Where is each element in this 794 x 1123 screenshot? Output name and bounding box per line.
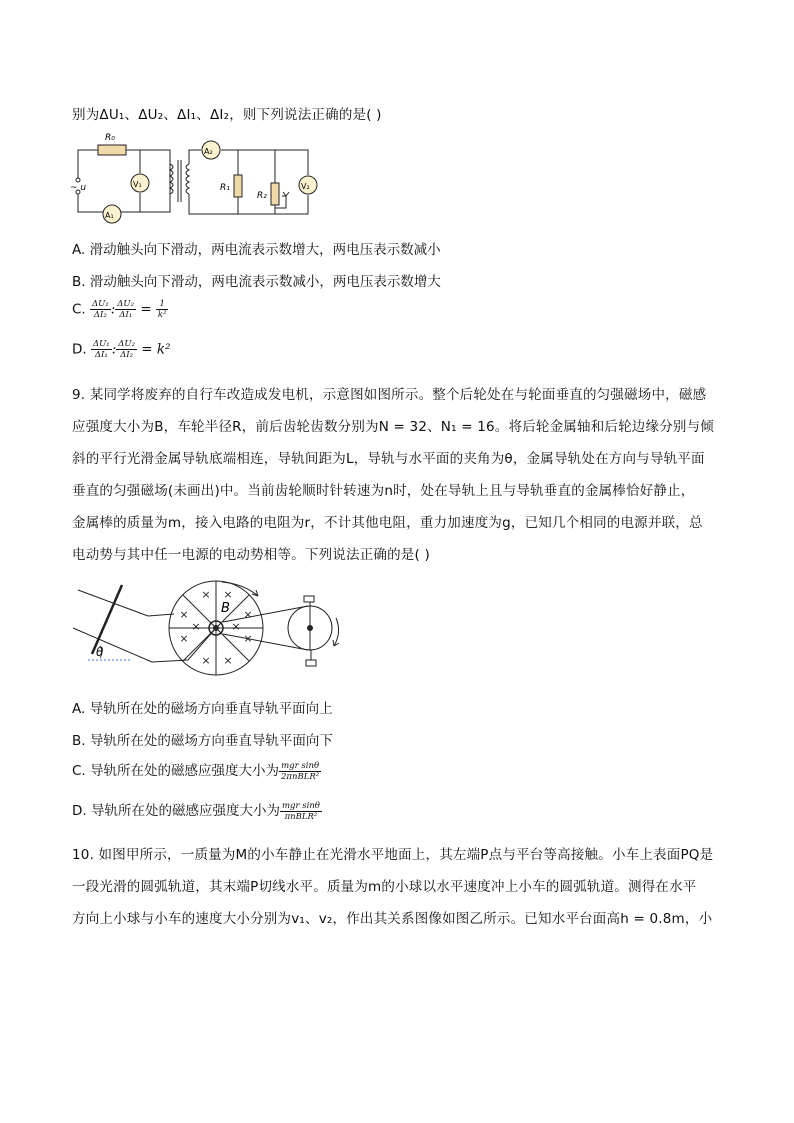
svg-text:×: × [179,608,189,621]
q8-option-c-prefix: C. [72,301,91,318]
q8-c-frac2 [115,299,136,320]
svg-text:×: × [231,620,241,633]
svg-text:×: × [243,632,253,645]
q8-d-frac1 [91,339,112,360]
q8-option-d [72,339,170,360]
q8-c-sep: : [110,301,116,318]
q8-c-frac1-num: ΔU₁ [92,299,109,309]
q9-option-a: A. 导轨所在处的磁场方向垂直导轨平面向上 [72,701,333,717]
q9-line-3: 斜的平行光滑金属导轨底端相连，导轨间距为L，导轨与水平面的夹角为θ，金属导轨处在方向与导轨平面 [72,451,705,467]
q8-c-rhs-num: 1 [156,299,169,310]
svg-text:×: × [243,608,253,621]
q8-c-rhs-den: k² [157,310,167,320]
q10-line-1: 10. 如图甲所示，一质量为M的小车静止在光滑水平地面上，其左端P点与平台等高接触。小车上表面PQ是 [72,847,714,863]
q8-option-b: B. 滑动触头向下滑动，两电流表示数减小，两电压表示数增大 [72,274,441,290]
q9-c-den: 2πnBLR² [281,771,320,782]
circuit-diagram [70,130,320,226]
q9-option-c [72,759,321,782]
r1-resistor [234,175,242,197]
q8-c-eq: = [140,301,152,318]
svg-text:×: × [201,654,211,667]
q9-line-1: 9. 某同学将废弃的自行车改造成发电机，示意图如图所示。整个后轮处在与轮面垂直的匀强磁场中，磁感 [72,387,707,403]
q8-d-frac2-num: ΔU₂ [118,339,135,349]
svg-text:×: × [179,632,189,645]
q8-intro-line: 别为ΔU₁、ΔU₂、ΔI₁、ΔI₂，则下列说法正确的是( ) [72,107,382,123]
q9-d-num: mgr sinθ [281,800,320,811]
q9-c-num: mgr sinθ [279,761,321,772]
a2-label: A₂ [204,147,213,156]
q9-option-b: B. 导轨所在处的磁场方向垂直导轨平面向下 [72,733,333,749]
q8-c-frac1 [90,299,111,320]
q9-line-2: 应强度大小为B，车轮半径R，前后齿轮齿数分别为N = 32、N₁ = 16。将后轮金属轴和后轮边缘分别与倾 [72,419,714,435]
a1-label: A₁ [105,211,114,220]
q8-c-rhs [156,299,169,320]
q9-c-frac [279,761,321,782]
q8-c-frac2-num: ΔU₂ [117,299,135,309]
q9-option-d [72,799,322,822]
r2-label: R₂ [257,191,267,201]
r1-label: R₁ [220,183,230,193]
svg-text:×: × [191,620,201,633]
v1-label: V₁ [133,180,142,189]
q8-option-c [72,299,168,320]
q8-option-a: A. 滑动触头向下滑动，两电流表示数增大，两电压表示数减小 [72,242,441,258]
generator-svg [68,570,358,680]
q8-d-frac1-den: ΔI₁ [94,350,108,360]
q9-option-c-prefix: C. 导轨所在处的磁感应强度大小为 [72,763,280,779]
q10-line-2: 一段光滑的圆弧轨道，其末端P切线水平。质量为m的小球以水平速度冲上小车的圆弧轨道。测得在水平 [72,879,697,895]
q8-d-frac2-den: ΔI₂ [120,350,134,360]
svg-text:×: × [201,588,211,601]
q9-line-4: 垂直的匀强磁场(未画出)中。当前齿轮顺时针转速为n时，处在导轨上且与导轨垂直的金属棒恰好静止， [72,483,695,499]
q9-d-den: πnBLR² [284,811,318,822]
circuit-svg [70,130,320,226]
bicycle-generator-figure [68,570,358,680]
q8-d-eq: = k² [141,341,171,358]
theta-label: θ [96,645,104,659]
q8-d-frac1-num: ΔU₁ [92,339,110,349]
q8-d-sep: : [111,341,117,358]
q8-c-frac1-den: ΔI₂ [93,310,107,320]
q9-option-d-prefix: D. 导轨所在处的磁感应强度大小为 [72,803,280,819]
svg-text:×: × [223,654,233,667]
q9-line-6: 电动势与其中任一电源的电动势相等。下列说法正确的是( ) [72,547,430,563]
svg-text:×: × [223,588,233,601]
q9-d-frac [280,801,322,822]
r0-resistor [98,145,126,155]
q8-c-frac2-den: ΔI₁ [119,310,133,320]
b-field-label: B [221,601,230,616]
v2-label: V₂ [301,182,310,191]
q8-option-d-prefix: D. [72,341,91,358]
r0-label: R₀ [105,133,115,143]
q10-line-3: 方向上小球与小车的速度大小分别为v₁、v₂，作出其关系图像如图乙所示。已知水平台面高h = 0.8m，小 [72,911,713,927]
u-label: ~ u [70,183,87,193]
q8-d-frac2 [116,339,137,360]
r2-resistor [271,183,279,205]
q9-line-5: 金属棒的质量为m，接入电路的电阻为r，不计其他电阻，重力加速度为g，已知几个相同的电源并联，总 [72,515,703,531]
